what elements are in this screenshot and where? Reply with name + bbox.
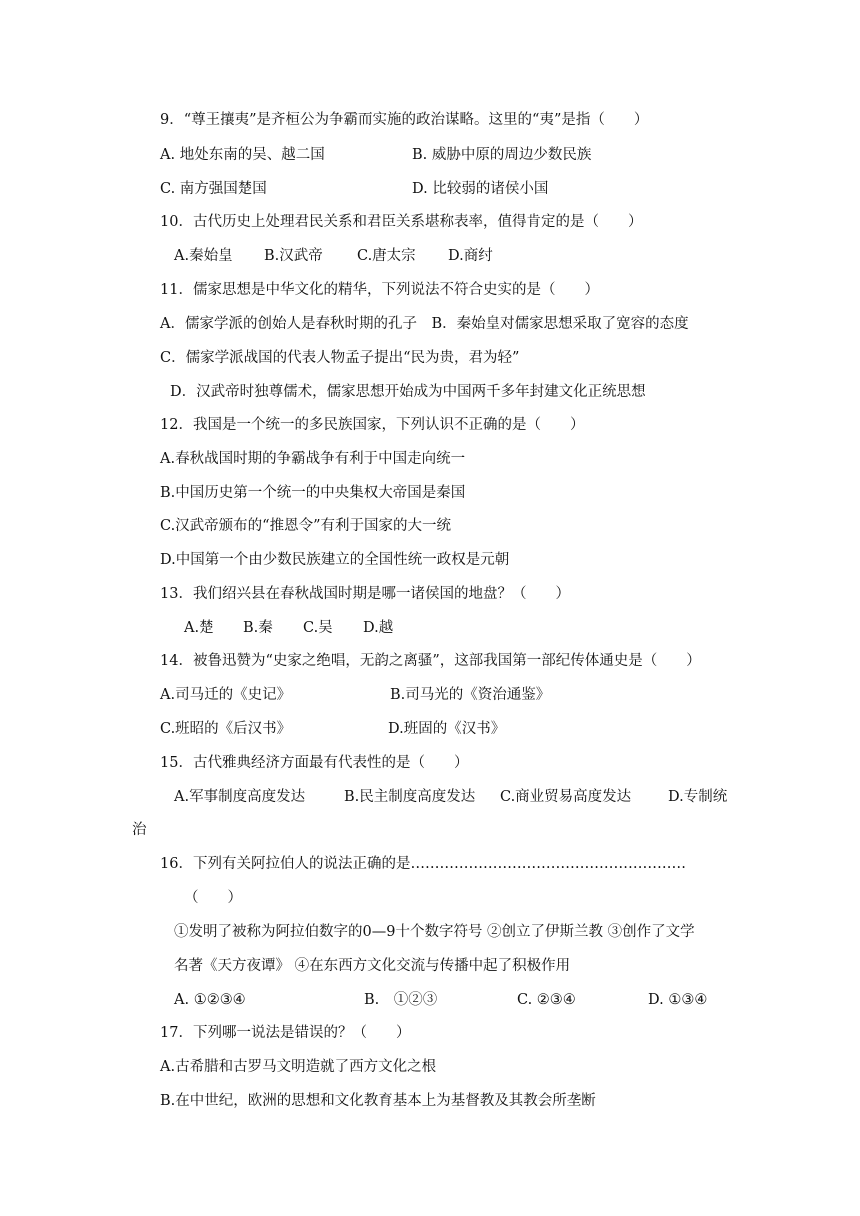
question-11-option-c: C．儒家学派战国的代表人物孟子提出“民为贵，君为轻” [160,350,520,366]
question-9-option-b: B. 威胁中原的周边少数民族 [412,147,592,163]
question-15-option-c: C.商业贸易高度发达 [500,789,632,805]
question-12-option-c: C.汉武帝颁布的“推恩令”有利于国家的大一统 [160,518,452,534]
question-15-option-a: A.军事制度高度发达 [174,789,306,805]
question-13-option-a: A.楚 [184,620,214,636]
question-9-option-c: C. 南方强国楚国 [160,181,267,197]
question-11-option-ab: A．儒家学派的创始人是春秋时期的孔子 B．秦始皇对儒家思想采取了宽容的态度 [160,316,689,332]
question-15-option-d-continued: 治 [132,822,147,838]
question-11-stem: 11．儒家思想是中华文化的精华，下列说法不符合史实的是（ ） [160,282,599,298]
question-16-option-a: A. ①②③④ [174,992,246,1008]
question-12-option-d: D.中国第一个由少数民族建立的全国性统一政权是元朝 [160,552,510,568]
question-12-option-a: A.春秋战国时期的争霸战争有利于中国走向统一 [160,451,466,467]
question-16-option-d: D. ①③④ [648,992,708,1008]
question-10-stem: 10．古代历史上处理君民关系和君臣关系堪称表率，值得肯定的是（ ） [160,214,643,230]
question-14-option-d: D.班固的《汉书》 [388,721,506,737]
question-13-option-c: C.吴 [303,620,333,636]
question-10-option-b: B.汉武帝 [264,248,323,264]
question-10-option-c: C.唐太宗 [357,248,416,264]
question-11-option-d: D．汉武帝时独尊儒术，儒家思想开始成为中国两千多年封建文化正统思想 [170,384,646,400]
question-13-option-d: D.越 [363,620,394,636]
question-13-stem: 13．我们绍兴县在春秋战国时期是哪一诸侯国的地盘？（ ） [160,586,570,602]
question-17-option-a: A.古希腊和古罗马文明造就了西方文化之根 [160,1059,437,1075]
question-16-answer-paren: （ ） [184,890,242,906]
question-16-statements-line-2: 名著《天方夜谭》 ④在东西方文化交流与传播中起了积极作用 [174,958,571,974]
question-9-option-d: D. 比较弱的诸侯小国 [412,181,549,197]
question-14-option-b: B.司马光的《资治通鉴》 [390,687,551,703]
question-15-option-d: D.专制统 [668,789,728,805]
question-14-stem: 14．被鲁迅赞为“史家之绝唱，无韵之离骚”，这部我国第一部纪传体通史是（ ） [160,653,701,669]
question-15-option-b: B.民主制度高度发达 [344,789,476,805]
question-9-stem: 9．“尊王攘夷”是齐桓公为争霸而实施的政治谋略。这里的“夷”是指（ ） [160,112,649,128]
question-13-option-b: B.秦 [243,620,273,636]
question-17-stem: 17．下列哪一说法是错误的？（ ） [160,1025,411,1041]
question-12-option-b: B.中国历史第一个统一的中央集权大帝国是秦国 [160,485,466,501]
question-15-stem: 15．古代雅典经济方面最有代表性的是（ ） [160,755,469,771]
question-12-stem: 12．我国是一个统一的多民族国家，下列认识不正确的是（ ） [160,417,585,433]
question-14-option-c: C.班昭的《后汉书》 [160,721,292,737]
question-10-option-d: D.商纣 [448,248,493,264]
question-16-option-b: B. ①②③ [364,992,438,1008]
question-16-stem: 16．下列有关阿拉伯人的说法正确的是………………………………………………… [160,856,686,872]
question-14-option-a: A.司马迁的《史记》 [160,687,292,703]
question-9-option-a: A. 地处东南的吴、越二国 [160,147,325,163]
question-16-statements-line-1: ①发明了被称为阿拉伯数字的0—9十个数字符号 ②创立了伊斯兰教 ③创作了文学 [174,924,695,940]
question-16-option-c: C. ②③④ [517,992,576,1008]
question-10-option-a: A.秦始皇 [174,248,233,264]
question-17-option-b: B.在中世纪，欧洲的思想和文化教育基本上为基督教及其教会所垄断 [160,1093,596,1109]
